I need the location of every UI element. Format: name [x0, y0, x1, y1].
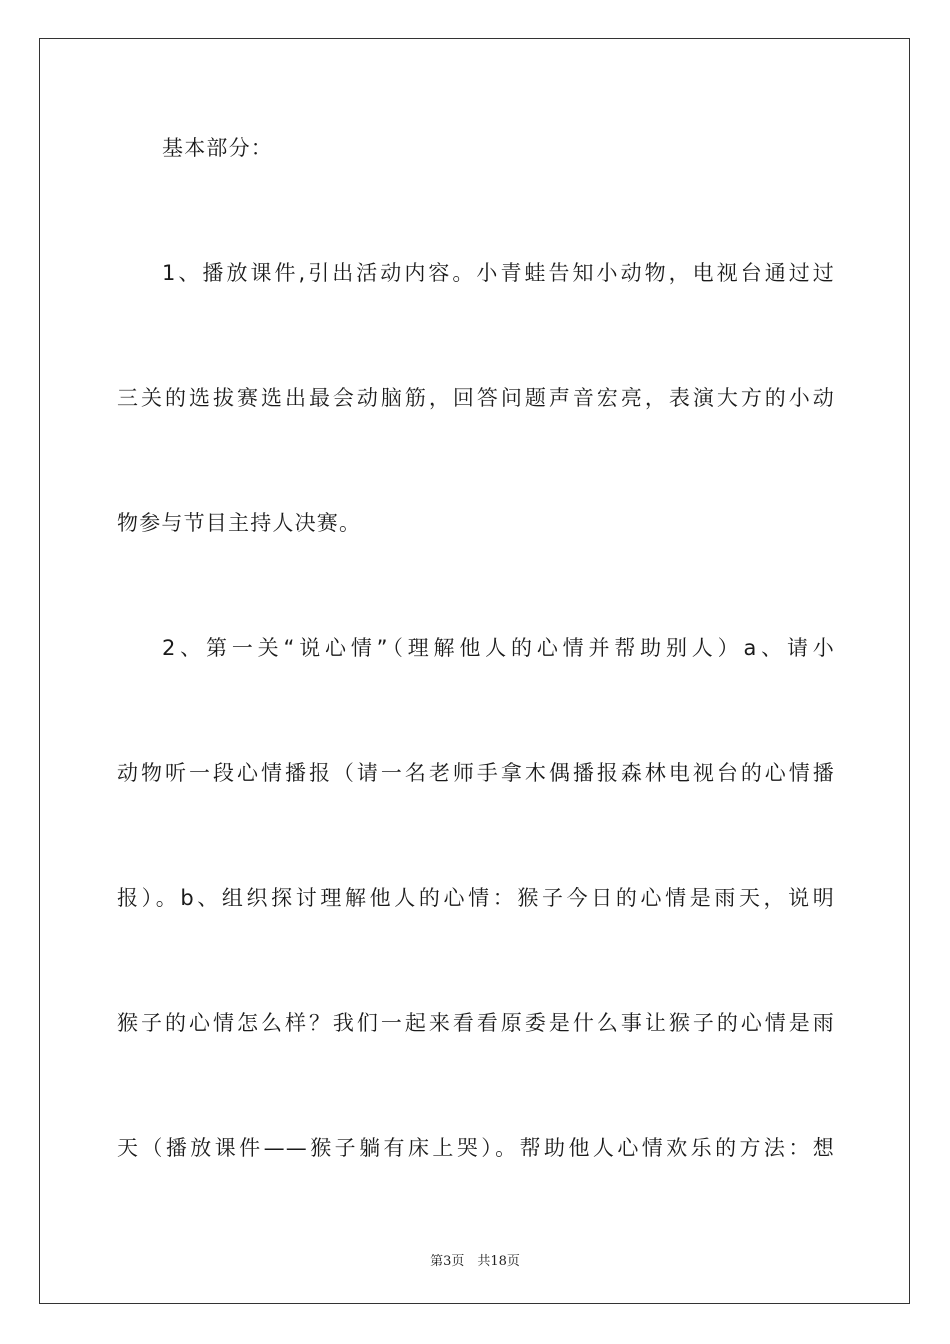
paragraph-line: 天（播放课件——猴子躺有床上哭）。帮助他人心情欢乐的方法：想 — [117, 1136, 835, 1160]
page-border — [39, 38, 910, 1304]
section-heading: 基本部分： — [162, 136, 273, 160]
paragraph-line: 动物听一段心情播报（请一名老师手拿木偶播报森林电视台的心情播 — [117, 761, 835, 785]
paragraph-line: 2、第一关“说心情”（理解他人的心情并帮助别人）a、请小 — [162, 636, 835, 660]
paragraph-line: 物参与节目主持人决赛。 — [117, 511, 362, 535]
paragraph-line: 1、播放课件,引出活动内容。小青蛙告知小动物，电视台通过过 — [162, 261, 835, 285]
page-number-footer: 第3页 共18页 — [430, 1254, 520, 1269]
paragraph-line: 报）。b、组织探讨理解他人的心情：猴子今日的心情是雨天，说明 — [117, 886, 835, 910]
paragraph-line: 猴子的心情怎么样？我们一起来看看原委是什么事让猴子的心情是雨 — [117, 1011, 835, 1035]
paragraph-line: 三关的选拔赛选出最会动脑筋，回答问题声音宏亮，表演大方的小动 — [117, 386, 835, 410]
